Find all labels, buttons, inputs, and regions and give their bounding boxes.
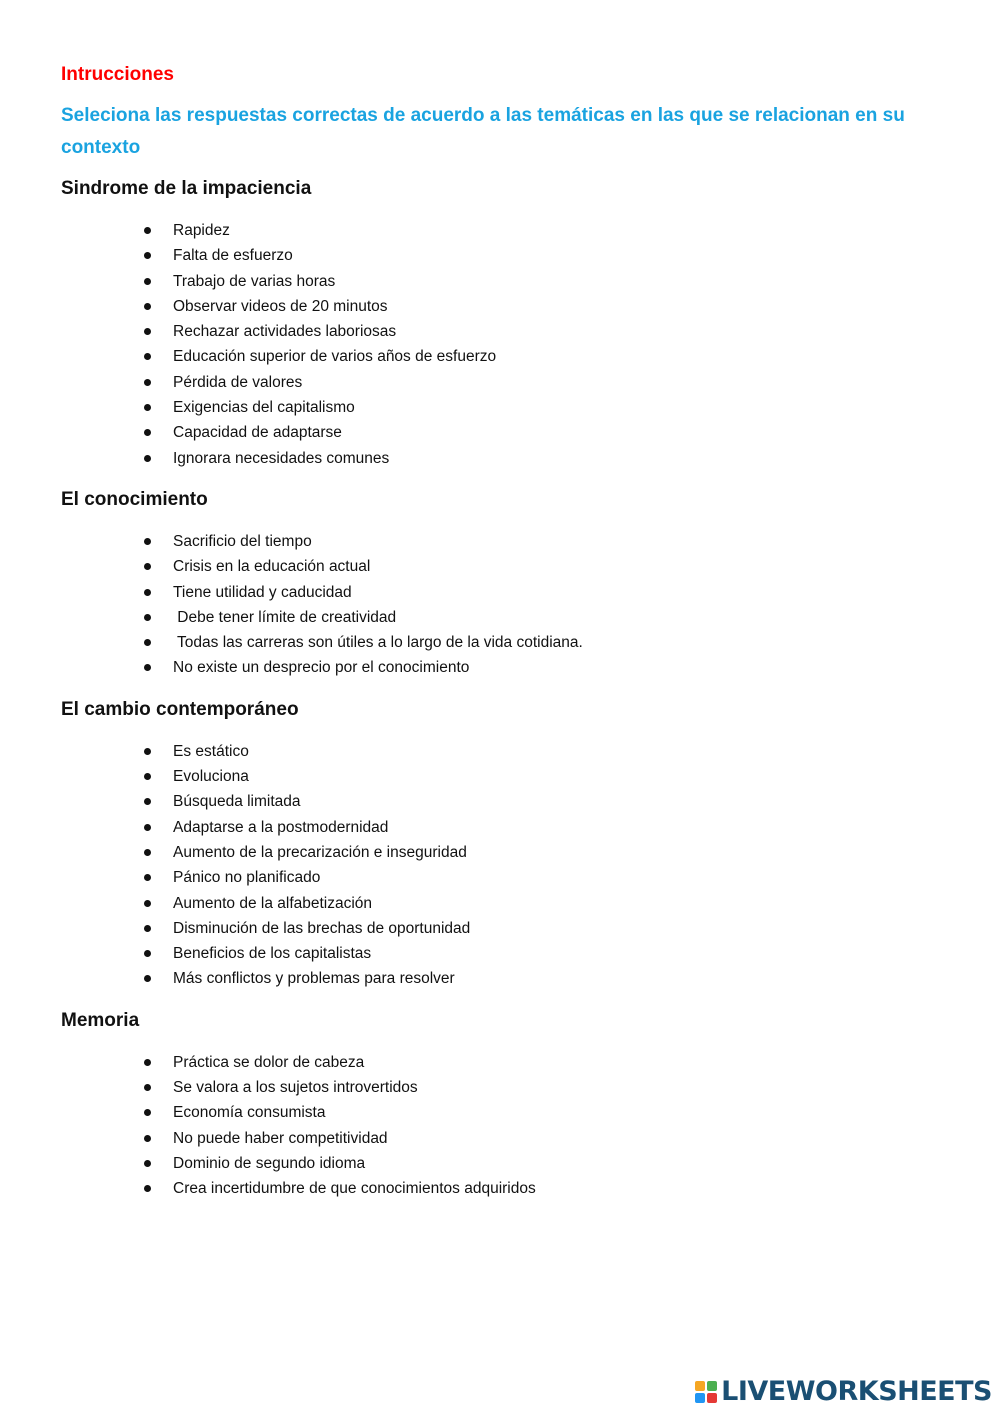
list-item-label: Disminución de las brechas de oportunidad: [173, 919, 471, 937]
list-item-label: Más conflictos y problemas para resolver: [173, 970, 455, 988]
list-item[interactable]: [61, 395, 941, 420]
instructions-title: Intrucciones: [61, 64, 174, 85]
list-item[interactable]: [61, 789, 941, 814]
list-item[interactable]: [61, 446, 941, 471]
bullet-icon: [144, 1059, 151, 1066]
list-item-label: Se valora a los sujetos introvertidos: [173, 1079, 418, 1097]
list-item[interactable]: [61, 580, 941, 605]
bullet-icon: [144, 664, 151, 671]
list-item-label: Crisis en la educación actual: [173, 558, 371, 576]
list-item[interactable]: [61, 370, 941, 395]
list-item-label: Falta de esfuerzo: [173, 247, 293, 265]
bullet-list: [61, 739, 941, 992]
list-item-label: Trabajo de varias horas: [173, 272, 336, 290]
list-item-label: Pérdida de valores: [173, 373, 303, 391]
list-item[interactable]: [61, 1050, 941, 1075]
list-item[interactable]: [61, 420, 941, 445]
bullet-icon: [144, 849, 151, 856]
bullet-icon: [144, 353, 151, 360]
list-item-label: Sacrificio del tiempo: [173, 532, 312, 550]
list-item[interactable]: [61, 655, 941, 680]
list-item[interactable]: [61, 243, 941, 268]
list-item-label: Ignorara necesidades comunes: [173, 449, 390, 467]
list-item[interactable]: [61, 269, 941, 294]
bullet-icon: [144, 798, 151, 805]
section-title: Memoria: [61, 1009, 140, 1031]
list-item[interactable]: [61, 865, 941, 890]
bullet-icon: [144, 773, 151, 780]
bullet-icon: [144, 874, 151, 881]
list-item[interactable]: [61, 1176, 941, 1201]
bullet-icon: [144, 824, 151, 831]
liveworksheets-logo-icon: [695, 1381, 717, 1403]
bullet-icon: [144, 748, 151, 755]
bullet-icon: [144, 900, 151, 907]
bullet-icon: [144, 1135, 151, 1142]
bullet-icon: [144, 1185, 151, 1192]
section-title: El cambio contemporáneo: [61, 698, 299, 720]
list-item[interactable]: [61, 218, 941, 243]
liveworksheets-logo: [695, 1376, 992, 1407]
bullet-icon: [144, 589, 151, 596]
bullet-icon: [144, 429, 151, 436]
list-item-label: Beneficios de los capitalistas: [173, 945, 372, 963]
section-title: Sindrome de la impaciencia: [61, 178, 312, 199]
list-item-label: Evoluciona: [173, 768, 249, 786]
list-item[interactable]: [61, 294, 941, 319]
list-item[interactable]: [61, 319, 941, 344]
list-item-label: Capacidad de adaptarse: [173, 424, 342, 442]
worksheet-content: [61, 60, 941, 1216]
list-item-label: Economía consumista: [173, 1104, 326, 1122]
instructions-text: Seleciona las respuestas correctas de acuerdo a las temáticas en las que se relacionan en su contexto: [61, 105, 905, 158]
bullet-icon: [144, 639, 151, 646]
list-item-label: Crea incertidumbre de que conocimientos adquiridos: [173, 1180, 536, 1198]
list-item[interactable]: [61, 739, 941, 764]
bullet-icon: [144, 455, 151, 462]
bullet-icon: [144, 538, 151, 545]
list-item[interactable]: [61, 344, 941, 369]
bullet-icon: [144, 303, 151, 310]
list-item-label: Educación superior de varios años de esfuerzo: [173, 348, 497, 366]
bullet-icon: [144, 975, 151, 982]
bullet-icon: [144, 404, 151, 411]
list-item[interactable]: [61, 605, 941, 630]
list-item-label: No existe un desprecio por el conocimiento: [173, 659, 470, 677]
list-item-label: Tiene utilidad y caducidad: [173, 583, 352, 601]
list-item[interactable]: [61, 1075, 941, 1100]
logo-text: LIVEWORKSHEETS: [721, 1376, 992, 1407]
list-item[interactable]: [61, 1151, 941, 1176]
bullet-icon: [144, 1109, 151, 1116]
list-item[interactable]: [61, 529, 941, 554]
list-item-label: Rechazar actividades laboriosas: [173, 323, 397, 341]
list-item-label: Todas las carreras son útiles a lo largo de la vida cotidiana.: [173, 634, 583, 652]
list-item[interactable]: [61, 840, 941, 865]
list-item-label: Pánico no planificado: [173, 869, 321, 887]
list-item-label: Práctica se dolor de cabeza: [173, 1053, 365, 1071]
list-item[interactable]: [61, 764, 941, 789]
list-item[interactable]: [61, 1126, 941, 1151]
list-item[interactable]: [61, 1100, 941, 1125]
bullet-icon: [144, 614, 151, 621]
list-item-label: Debe tener límite de creatividad: [173, 608, 397, 626]
list-item-label: Exigencias del capitalismo: [173, 399, 355, 417]
bullet-icon: [144, 328, 151, 335]
list-item[interactable]: [61, 916, 941, 941]
bullet-list: [61, 218, 941, 471]
bullet-icon: [144, 563, 151, 570]
list-item[interactable]: [61, 815, 941, 840]
list-item[interactable]: [61, 891, 941, 916]
bullet-icon: [144, 925, 151, 932]
list-item-label: Es estático: [173, 742, 249, 760]
list-item-label: No puede haber competitividad: [173, 1129, 388, 1147]
bullet-icon: [144, 278, 151, 285]
bullet-icon: [144, 1160, 151, 1167]
bullet-icon: [144, 227, 151, 234]
list-item-label: Aumento de la alfabetización: [173, 894, 373, 912]
bullet-list: [61, 529, 941, 681]
section-title: El conocimiento: [61, 488, 208, 510]
bullet-icon: [144, 252, 151, 259]
list-item-label: Dominio de segundo idioma: [173, 1154, 366, 1172]
list-item[interactable]: [61, 554, 941, 579]
list-item-label: Adaptarse a la postmodernidad: [173, 818, 389, 836]
list-item-label: Búsqueda limitada: [173, 793, 301, 811]
bullet-icon: [144, 379, 151, 386]
sections-container: [61, 174, 941, 1202]
bullet-list: [61, 1050, 941, 1202]
list-item[interactable]: [61, 941, 941, 966]
list-item[interactable]: [61, 630, 941, 655]
list-item-label: Observar videos de 20 minutos: [173, 297, 388, 315]
list-item-label: Aumento de la precarización e inseguridad: [173, 843, 467, 861]
list-item[interactable]: [61, 966, 941, 991]
bullet-icon: [144, 950, 151, 957]
bullet-icon: [144, 1084, 151, 1091]
list-item-label: Rapidez: [173, 222, 230, 239]
